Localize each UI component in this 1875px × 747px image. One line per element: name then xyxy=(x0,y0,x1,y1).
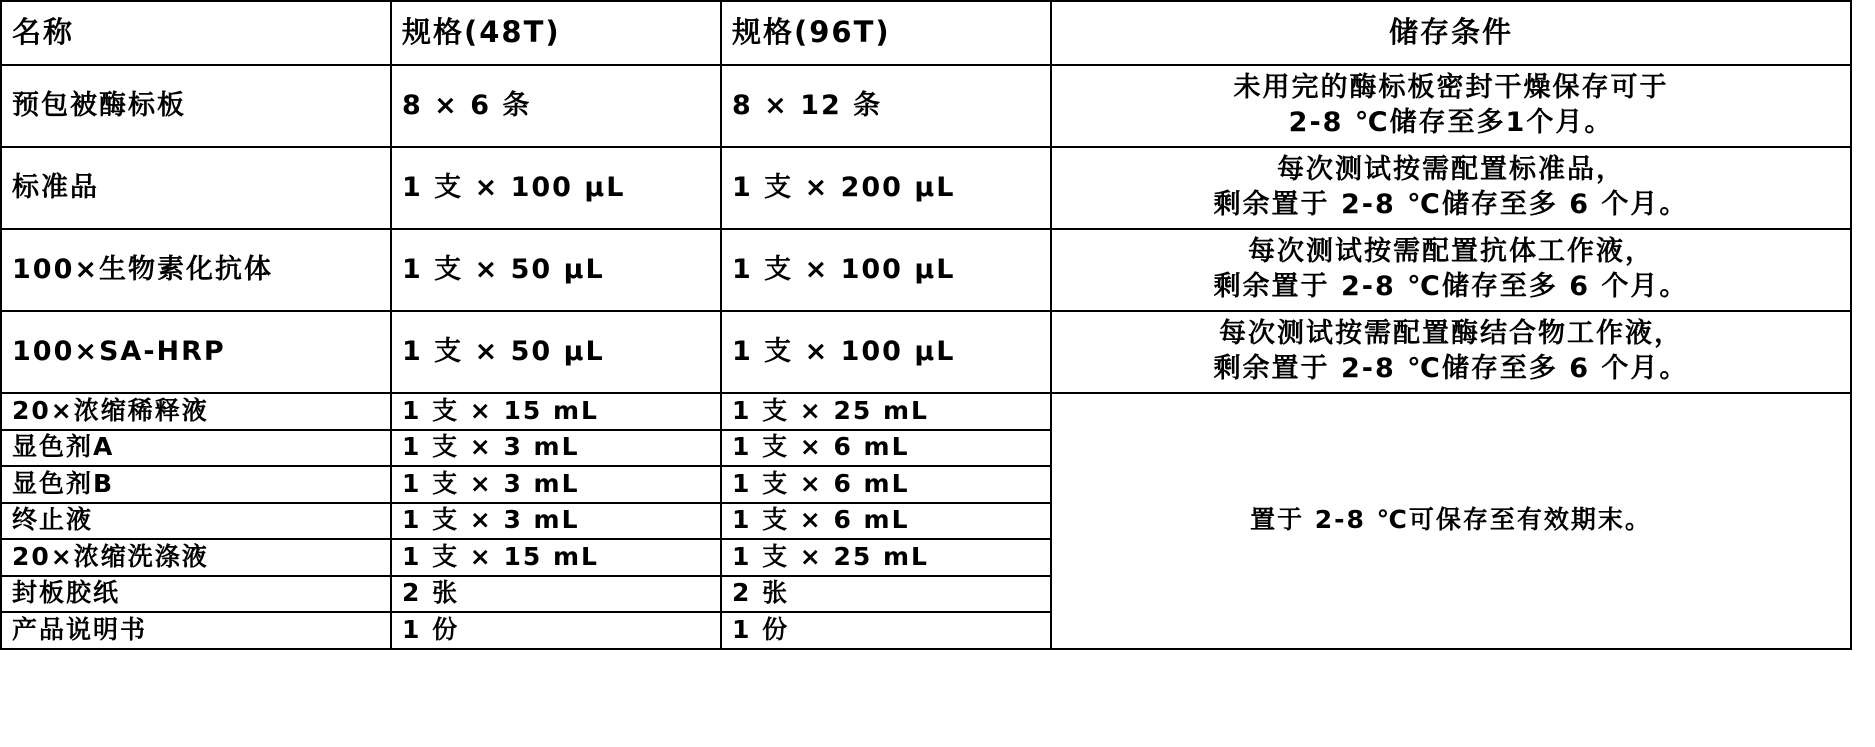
storage-line-1: 每次测试按需配置抗体工作液， xyxy=(1248,236,1654,268)
cell-spec-48t: 1 支 × 100 μL xyxy=(391,147,721,229)
storage-line-1: 未用完的酶标板密封干燥保存可于 xyxy=(1233,72,1669,104)
cell-spec-96t: 1 支 × 100 μL xyxy=(721,311,1051,393)
column-header-name: 名称 xyxy=(1,1,391,65)
storage-line-1: 每次测试按需配置标准品， xyxy=(1277,154,1625,186)
table-row xyxy=(1,147,1851,229)
cell-spec-96t: 1 份 xyxy=(721,612,1051,649)
cell-component-name: 20×浓缩稀释液 xyxy=(1,393,391,430)
cell-spec-48t: 1 支 × 15 mL xyxy=(391,393,721,430)
cell-component-name: 终止液 xyxy=(1,503,391,540)
cell-component-name: 封板胶纸 xyxy=(1,576,391,613)
table-row xyxy=(1,311,1851,393)
table-row xyxy=(1,65,1851,147)
cell-storage-merged: 置于 2-8 ℃可保存至有效期末。 xyxy=(1051,393,1851,649)
cell-spec-96t: 1 支 × 6 mL xyxy=(721,466,1051,503)
storage-line-2: 剩余置于 2-8 ℃储存至多 6 个月。 xyxy=(1213,353,1689,384)
storage-line-2: 剩余置于 2-8 ℃储存至多 6 个月。 xyxy=(1213,189,1689,220)
cell-spec-96t: 1 支 × 25 mL xyxy=(721,393,1051,430)
cell-storage xyxy=(1051,229,1851,311)
cell-spec-96t: 1 支 × 6 mL xyxy=(721,503,1051,540)
cell-component-name: 100×SA-HRP xyxy=(1,311,391,393)
storage-line-2: 剩余置于 2-8 ℃储存至多 6 个月。 xyxy=(1213,271,1689,302)
column-header-storage: 储存条件 xyxy=(1051,1,1851,65)
cell-component-name: 100×生物素化抗体 xyxy=(1,229,391,311)
cell-spec-48t: 1 支 × 3 mL xyxy=(391,503,721,540)
cell-storage xyxy=(1051,311,1851,393)
cell-spec-96t: 2 张 xyxy=(721,576,1051,613)
storage-line-1: 每次测试按需配置酶结合物工作液， xyxy=(1219,318,1683,350)
cell-spec-48t: 1 支 × 3 mL xyxy=(391,466,721,503)
table-header-row xyxy=(1,1,1851,65)
column-header-spec-96t: 规格(96T) xyxy=(721,1,1051,65)
cell-spec-48t: 2 张 xyxy=(391,576,721,613)
cell-spec-96t: 1 支 × 6 mL xyxy=(721,430,1051,467)
cell-spec-96t: 1 支 × 25 mL xyxy=(721,539,1051,576)
cell-component-name: 20×浓缩洗涤液 xyxy=(1,539,391,576)
cell-component-name: 显色剂A xyxy=(1,430,391,467)
cell-spec-96t: 1 支 × 200 μL xyxy=(721,147,1051,229)
cell-component-name: 标准品 xyxy=(1,147,391,229)
cell-storage xyxy=(1051,147,1851,229)
cell-spec-48t: 1 支 × 3 mL xyxy=(391,430,721,467)
cell-component-name: 显色剂B xyxy=(1,466,391,503)
table-row xyxy=(1,229,1851,311)
table-row xyxy=(1,393,1851,430)
column-header-spec-48t: 规格(48T) xyxy=(391,1,721,65)
cell-spec-48t: 1 支 × 50 μL xyxy=(391,311,721,393)
cell-spec-48t: 1 支 × 50 μL xyxy=(391,229,721,311)
cell-spec-48t: 8 × 6 条 xyxy=(391,65,721,147)
cell-component-name: 产品说明书 xyxy=(1,612,391,649)
cell-storage xyxy=(1051,65,1851,147)
cell-spec-48t: 1 支 × 15 mL xyxy=(391,539,721,576)
storage-line-2: 2-8 ℃储存至多1个月。 xyxy=(1288,107,1614,138)
cell-spec-48t: 1 份 xyxy=(391,612,721,649)
cell-spec-96t: 8 × 12 条 xyxy=(721,65,1051,147)
cell-component-name: 预包被酶标板 xyxy=(1,65,391,147)
cell-spec-96t: 1 支 × 100 μL xyxy=(721,229,1051,311)
